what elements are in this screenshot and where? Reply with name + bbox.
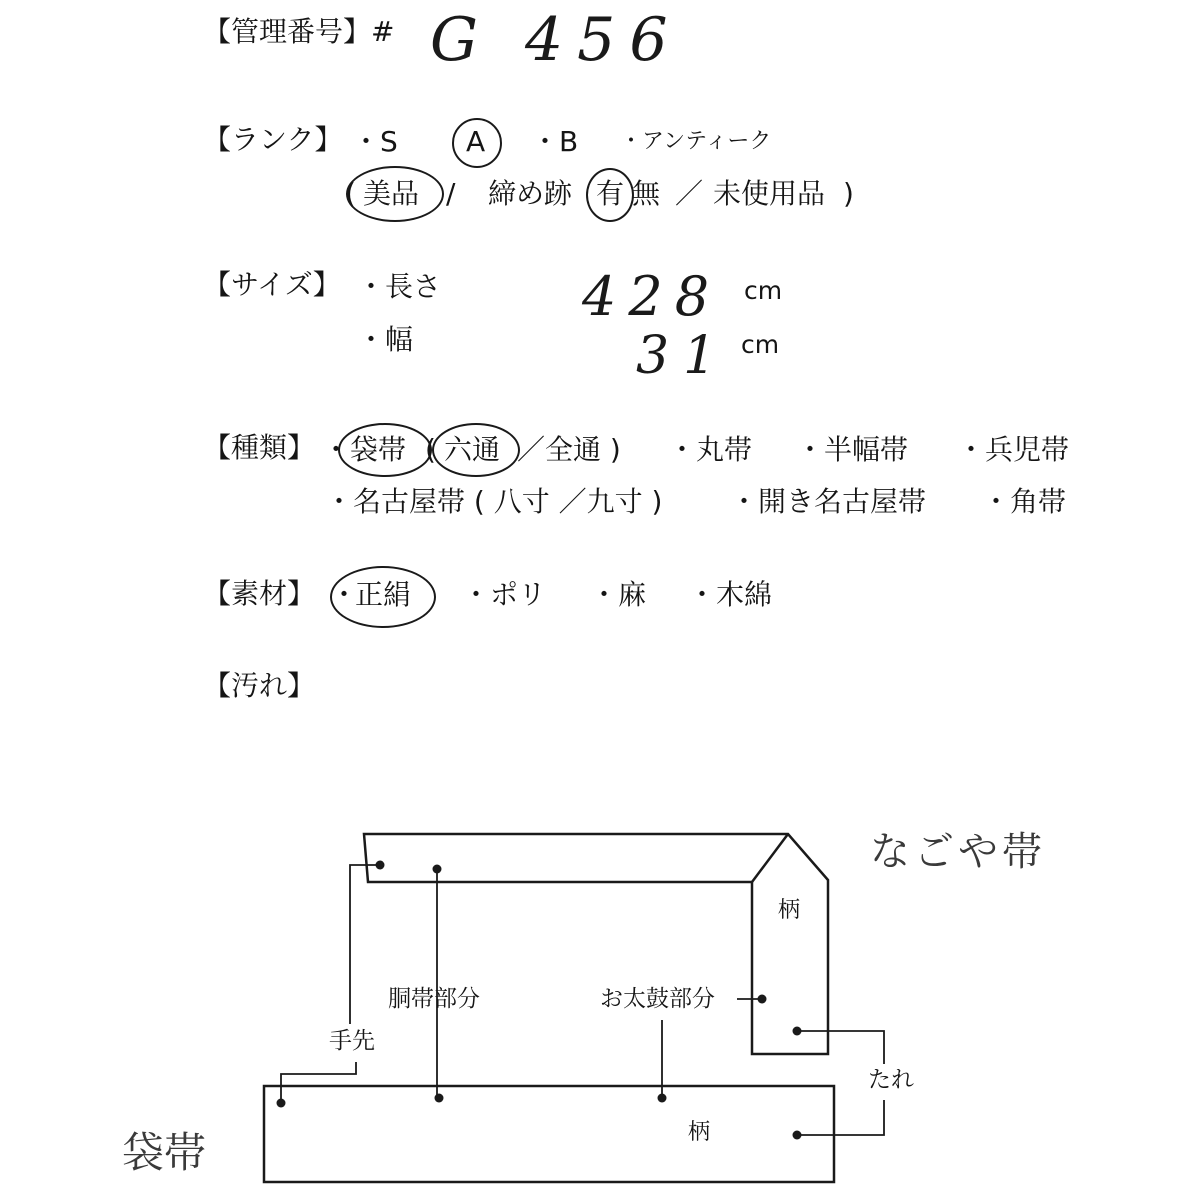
tesaki-dot-bottom bbox=[277, 1099, 286, 1108]
condition-open-paren: ( bbox=[345, 177, 356, 210]
tare-leader-line-bottom bbox=[797, 1100, 884, 1135]
tesaki-dot-top bbox=[376, 861, 385, 870]
type-kaku: ・角帯 bbox=[982, 485, 1067, 518]
tesaki-leader-line-lower bbox=[281, 1062, 356, 1103]
condition-sep2: ／ bbox=[675, 177, 704, 210]
id-value-handwritten: G 456 bbox=[430, 5, 682, 75]
size-width-unit: cm bbox=[741, 330, 780, 359]
type-rokutsu: 六通 bbox=[444, 433, 501, 466]
material-poly: ・ポリ bbox=[462, 578, 547, 611]
material-bullet: ・ bbox=[330, 578, 359, 611]
id-label: 【管理番号】# bbox=[203, 15, 395, 48]
tare-dot-top bbox=[793, 1027, 802, 1036]
dobu-label: 胴帯部分 bbox=[388, 986, 480, 1012]
rank-option-a: A bbox=[466, 125, 486, 158]
dobu-dot-top bbox=[433, 865, 442, 874]
condition-yes: 有 bbox=[596, 177, 625, 210]
size-length-label: ・長さ bbox=[357, 270, 442, 303]
rank-option-antique: ・アンティーク bbox=[620, 129, 772, 154]
condition-mark: 締め跡 bbox=[488, 177, 573, 210]
size-width-value-handwritten: 31 bbox=[636, 326, 731, 386]
type-hanhaba: ・半幅帯 bbox=[796, 433, 909, 466]
type-hiraki: ・開き名古屋帯 bbox=[730, 485, 927, 518]
tare-label: たれ bbox=[868, 1067, 914, 1093]
otaiko-dot-top bbox=[758, 995, 767, 1004]
type-bullet: ・ bbox=[322, 433, 351, 466]
stain-label: 【汚れ】 bbox=[203, 669, 316, 702]
material-label: 【素材】 bbox=[203, 577, 316, 610]
nagoya-obi-fold-line bbox=[752, 834, 788, 882]
nagoya-obi-title: なごや帯 bbox=[870, 829, 1046, 875]
rank-label: 【ランク】 bbox=[203, 123, 343, 156]
material-linen: ・麻 bbox=[590, 578, 647, 611]
type-label: 【種類】 bbox=[203, 431, 316, 464]
dobu-dot-bottom bbox=[435, 1094, 444, 1103]
type-zentsu: ／全通 ) bbox=[517, 433, 621, 466]
otaiko-dot-bottom bbox=[658, 1094, 667, 1103]
rank-option-s: ・S bbox=[352, 125, 398, 158]
condition-no: 無 bbox=[632, 177, 661, 210]
fukuro-obi-title: 袋帯 bbox=[122, 1128, 207, 1177]
rank-option-b: ・B bbox=[531, 125, 579, 158]
type-paren-open: ( bbox=[425, 433, 436, 466]
size-width-label: ・幅 bbox=[357, 323, 414, 356]
fukuro-obi-outline bbox=[264, 1086, 834, 1182]
tesaki-leader-line bbox=[350, 865, 380, 1024]
size-label: 【サイズ】 bbox=[203, 268, 341, 301]
pattern-label-nagoya: 柄 bbox=[778, 898, 801, 923]
material-cotton: ・木綿 bbox=[688, 578, 773, 611]
condition-sep1: / bbox=[446, 177, 456, 210]
otaiko-label: お太鼓部分 bbox=[600, 986, 715, 1012]
type-fukuro: 袋帯 bbox=[350, 433, 407, 466]
tesaki-label: 手先 bbox=[329, 1028, 375, 1054]
pattern-label-fukuro: 柄 bbox=[688, 1120, 711, 1145]
condition-unused: 未使用品 bbox=[713, 177, 826, 210]
material-silk: 正絹 bbox=[355, 578, 412, 611]
tare-dot-bottom bbox=[793, 1131, 802, 1140]
condition-close-paren: ) bbox=[843, 177, 854, 210]
type-heko: ・兵児帯 bbox=[957, 433, 1070, 466]
type-nagoya: ・名古屋帯 ( 八寸 ／九寸 ) bbox=[325, 485, 663, 518]
condition-beauty: 美品 bbox=[363, 177, 420, 210]
size-length-value-handwritten: 428 bbox=[582, 265, 722, 328]
type-maru: ・丸帯 bbox=[668, 433, 753, 466]
tare-leader-line-top bbox=[797, 1031, 884, 1064]
size-length-unit: cm bbox=[744, 276, 783, 305]
